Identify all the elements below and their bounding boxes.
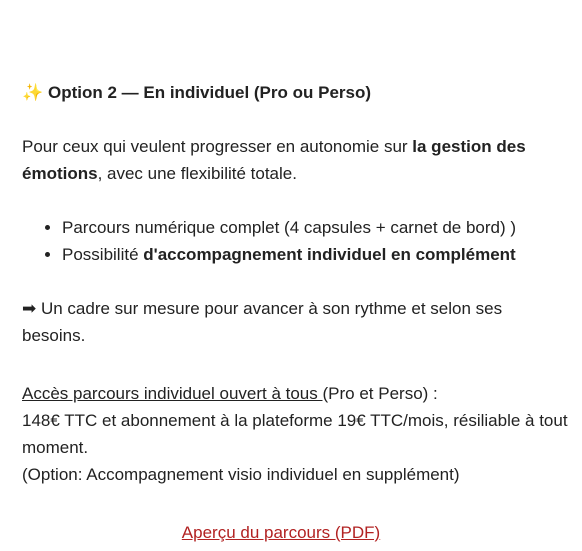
intro-emphasis: la gestion des émotions xyxy=(22,137,526,183)
pdf-link-row xyxy=(22,519,570,546)
pdf-preview-link[interactable]: Aperçu du parcours (PDF) xyxy=(181,523,381,542)
option-heading xyxy=(22,79,570,106)
acces-audience: (Pro et Perso) : xyxy=(322,384,438,403)
price-text: 148€ TTC et abonnement à la plateforme 19€ TTC/mois, résiliable à tout moment. xyxy=(22,411,568,457)
acces-title: Accès parcours individuel ouvert à tous xyxy=(22,384,323,403)
arrow-right-icon: ➡ xyxy=(22,299,37,318)
intro-text-end: , avec une flexibilité totale. xyxy=(97,164,297,183)
cadre-paragraph xyxy=(22,295,570,349)
intro-text-start: Pour ceux qui veulent progresser en autonomie sur xyxy=(22,137,413,156)
offer-section xyxy=(22,79,570,546)
option-note: (Option: Accompagnement visio individuel en supplément) xyxy=(22,465,460,484)
acces-paragraph xyxy=(22,380,570,488)
option-title: Option 2 — En individuel (Pro ou Perso) xyxy=(48,83,372,102)
feature-emphasis: d'accompagnement individuel en complément xyxy=(143,245,516,264)
feature-item-accompagnement xyxy=(62,241,570,268)
features-list xyxy=(22,214,570,268)
feature-item-parcours xyxy=(62,214,570,241)
feature-text: Parcours numérique complet (4 capsules + carnet de bord) ) xyxy=(62,218,517,237)
sparkles-icon: ✨ xyxy=(22,83,44,102)
feature-text-start: Possibilité xyxy=(62,245,144,264)
cadre-text: Un cadre sur mesure pour avancer à son rythme et selon ses besoins. xyxy=(22,299,503,345)
intro-paragraph xyxy=(22,133,570,187)
